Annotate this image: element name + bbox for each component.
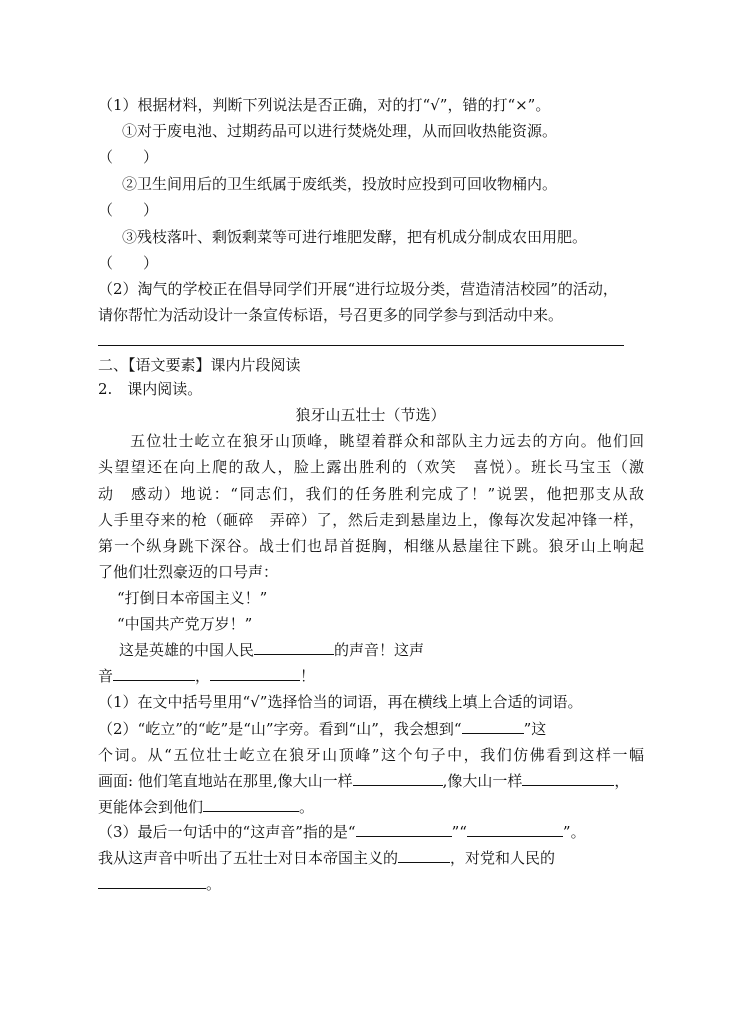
blank-appreciate[interactable]: [203, 797, 299, 812]
sub-question-2-line-4: [98, 797, 314, 817]
sq3-text-c: ”。: [562, 823, 586, 841]
fill-text-e: ！: [300, 667, 316, 685]
sq3-text-d: 我从这声音中听出了五壮士对日本帝国主义的: [98, 849, 399, 867]
question-2-label: 2. 课内阅读。: [98, 380, 203, 398]
fill-sentence-2: [98, 666, 315, 686]
passage-line-2: 头望望还在向上爬的敌人，脸上露出胜利的（欢笑 喜悦）。班长马宝玉（激: [98, 458, 644, 476]
fill-text-a: 这是英雄的中国人民: [119, 641, 255, 659]
passage-line-6: 了他们壮烈豪迈的口号声：: [98, 563, 279, 581]
blank-toward-party[interactable]: [98, 874, 206, 889]
fill-text-b: 的声音！这声: [334, 641, 425, 659]
blank-people-voice[interactable]: [254, 640, 334, 655]
blank-voice-2[interactable]: [210, 666, 300, 681]
sub-question-2-line-2: 个词。从“五位壮士屹立在狼牙山顶峰”这个句子中，我们仿佛看到这样一幅: [98, 746, 644, 764]
fill-text-c: 音: [98, 667, 114, 685]
sub-question-2-line-3: [98, 771, 629, 791]
q1-answer-2[interactable]: （ ）: [98, 201, 159, 219]
fill-sentence-1: [119, 640, 424, 660]
blank-voice-1[interactable]: [113, 666, 195, 681]
sq2-text-d: ,像大山一样: [442, 772, 523, 790]
sq3-text-a: （3）最后一句话中的“这声音”指的是“: [98, 823, 356, 841]
blank-like-mountain-2[interactable]: [522, 771, 614, 786]
sq2-text-a: （2）“屹立”的“屹”是“山”字旁。看到“山”，我会想到“: [98, 720, 462, 738]
q2-answer-line[interactable]: [98, 345, 624, 346]
sub-question-2-line-1: [98, 719, 546, 739]
slogan-1: “打倒日本帝国主义！”: [117, 589, 268, 607]
q1-item-3: ③残枝落叶、剩饭剩菜等可进行堆肥发酵，把有机成分制成农田用肥。: [122, 228, 588, 246]
sq2-text-c: 画面: 他们笔直地站在那里,像大山一样: [98, 772, 353, 790]
passage-line-3: 动 感动）地说：“同志们，我们的任务胜利完成了！”说罢，他把那支从敌: [98, 485, 644, 503]
blank-this-voice-2[interactable]: [467, 822, 563, 837]
sq3-text-e: ，对党和人民的: [450, 849, 556, 867]
blank-toward-imperialism[interactable]: [398, 848, 450, 863]
q2-line-1: （2）淘气的学校正在倡导同学们开展“进行垃圾分类，营造清洁校园”的活动，: [98, 280, 618, 298]
sub-question-3-line-1: [98, 822, 586, 842]
q1-heading: （1）根据材料，判断下列说法是否正确，对的打“√”，错的打“×”。: [98, 96, 551, 114]
sub-question-3-line-2: [98, 848, 555, 868]
section-heading: 二、【语文要素】课内片段阅读: [98, 356, 301, 374]
passage-line-1: 五位壮士屹立在狼牙山顶峰，眺望着群众和部队主力远去的方向。他们回: [98, 432, 644, 450]
q1-answer-3[interactable]: （ ）: [98, 254, 159, 272]
q1-item-2: ②卫生间用后的卫生纸属于废纸类，投放时应投到可回收物桶内。: [122, 175, 558, 193]
sq2-text-f: 更能体会到他们: [98, 798, 204, 816]
sq3-text-b: ”“: [451, 823, 467, 841]
passage-line-5: 第一个纵身跳下深谷。战士们也昂首挺胸，相继从悬崖往下跳。狼牙山上响起: [98, 537, 644, 555]
blank-mountain-word[interactable]: [462, 719, 524, 734]
passage-title: 狼牙山五壮士（节选）: [295, 406, 446, 424]
q2-line-2: 请你帮忙为活动设计一条宣传标语，号召更多的同学参与到活动中来。: [98, 306, 564, 324]
sq3-text-f: 。: [206, 875, 222, 893]
sq2-text-g: 。: [299, 798, 315, 816]
blank-this-voice-1[interactable]: [356, 822, 452, 837]
passage-line-4: 人手里夺来的枪（砸碎 弄碎）了，然后走到悬崖边上，像每次发起冲锋一样，: [98, 511, 644, 529]
q1-answer-1[interactable]: （ ）: [98, 148, 159, 166]
sq2-text-b: ”这: [523, 720, 547, 738]
sub-question-1: （1）在文中括号里用“√”选择恰当的词语，再在横线上填上合适的词语。: [98, 693, 583, 711]
sub-question-3-line-3: [98, 874, 221, 894]
sq2-text-e: ，: [614, 772, 630, 790]
blank-like-mountain-1[interactable]: [353, 771, 443, 786]
slogan-2: “中国共产党万岁！”: [117, 615, 253, 633]
fill-text-d: ，: [195, 667, 211, 685]
q1-item-1: ①对于废电池、过期药品可以进行焚烧处理，从而回收热能资源。: [122, 122, 558, 140]
